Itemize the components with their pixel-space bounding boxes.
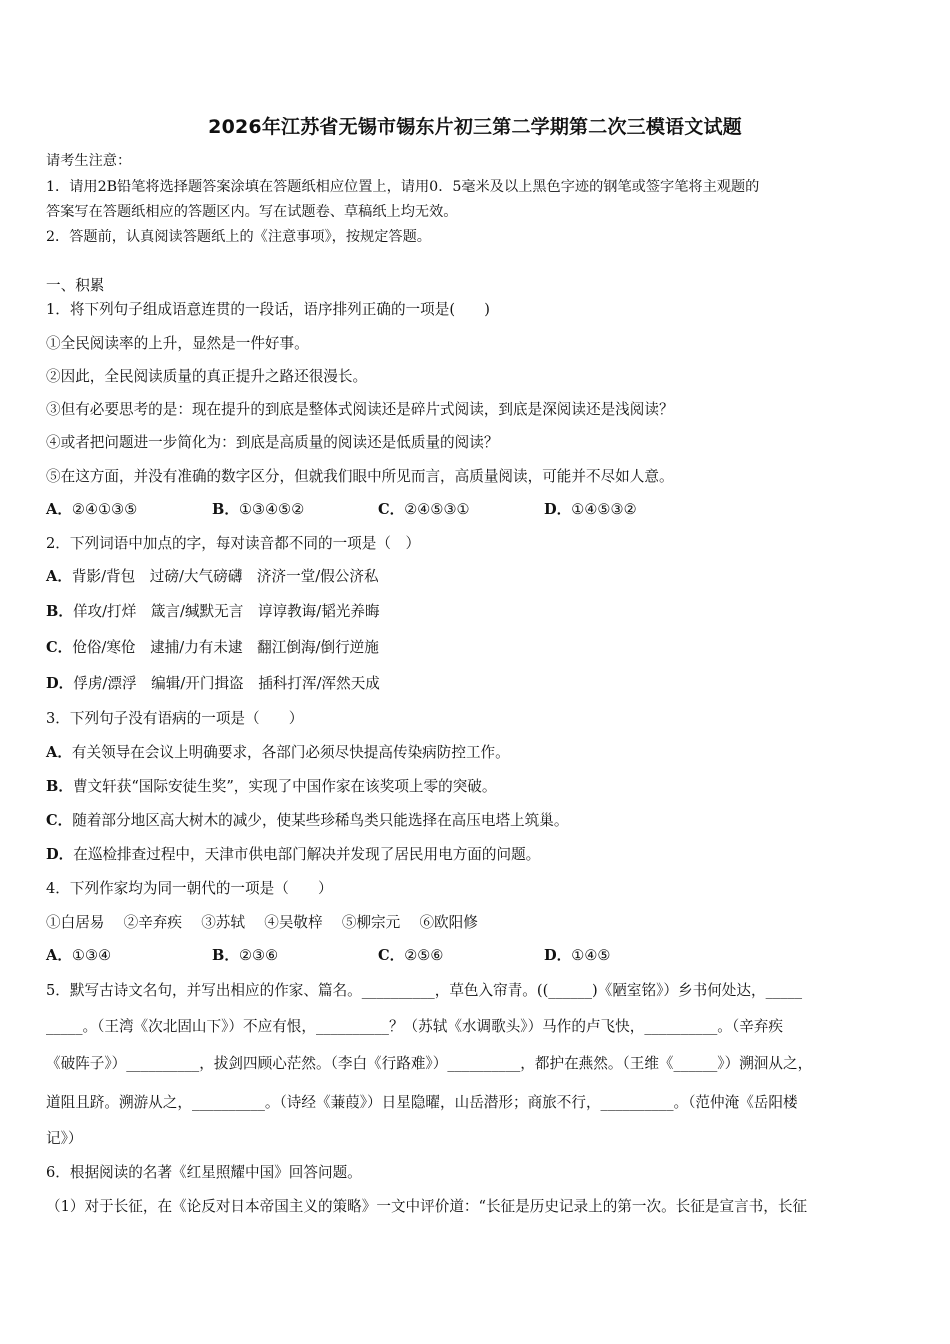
page-title: 2026年江苏省无锡市锡东片初三第二学期第二次三模语文试题 <box>208 116 742 138</box>
q6-stem: 6．根据阅读的名著《红星照耀中国》回答问题。 <box>46 1164 362 1181</box>
notice-item-1-line-1: 1．请用2B铅笔将选择题答案涂填在答题纸相应位置上，请用0．5毫米及以上黑色字迹的钢笔或签字笔将主观题的 <box>46 179 760 195</box>
q2-option-c[interactable] <box>46 637 908 659</box>
q4-option-b[interactable] <box>212 945 378 967</box>
q4-option-c[interactable] <box>378 945 544 967</box>
q3-option-d-text: 在巡检排查过程中，天津市供电部门解决并发现了居民用电方面的问题。 <box>73 846 541 863</box>
q1-option-c-key: C． <box>378 501 405 518</box>
q1-option-a-text: ②④①③⑤ <box>71 501 138 518</box>
q1-option-d-key: D． <box>544 501 572 518</box>
q2-option-d-key: D． <box>46 675 74 692</box>
q1-sentence-1: ①全民阅读率的上升，显然是一件好事。 <box>46 335 309 352</box>
notice-item-2: 2．答题前，认真阅读答题纸上的《注意事项》，按规定答题。 <box>46 229 431 245</box>
q4-option-d-text: ①④⑤ <box>571 947 611 964</box>
q5-line-5: 记》） <box>46 1130 83 1147</box>
q1-option-c-text: ②④⑤③① <box>404 501 470 518</box>
q1-option-d[interactable] <box>544 499 637 521</box>
q3-option-a[interactable] <box>46 742 908 764</box>
q1-sentence-3: ③但有必要思考的是：现在提升的到底是整体式阅读还是碎片式阅读，到底是深阅读还是浅阅读？ <box>46 401 674 418</box>
notice-item-1-line-2: 答案写在答题纸相应的答题区内。写在试题卷、草稿纸上均无效。 <box>46 204 458 220</box>
q4-option-a-text: ①③④ <box>71 947 112 964</box>
q4-options <box>46 945 908 967</box>
q2-option-c-key: C． <box>46 639 73 656</box>
q3-option-b[interactable] <box>46 776 908 798</box>
q2-option-b[interactable] <box>46 601 908 623</box>
q3-option-b-key: B． <box>46 778 73 795</box>
notice-heading: 请考生注意： <box>46 153 132 169</box>
q4-option-c-key: C． <box>378 947 405 964</box>
q1-sentence-5: ⑤在这方面，并没有准确的数字区分，但就我们眼中所见而言，高质量阅读，可能并不尽如人意。 <box>46 468 674 485</box>
q3-option-c-text: 随着部分地区高大树木的减少，使某些珍稀鸟类只能选择在高压电塔上筑巢。 <box>72 812 569 829</box>
q2-option-d-text: 俘虏/漂浮 编辑/开门揖盗 插科打浑/浑然天成 <box>73 675 380 692</box>
q1-option-c[interactable] <box>378 499 544 521</box>
q4-option-c-text: ②⑤⑥ <box>404 947 444 964</box>
q1-option-a-key: A． <box>46 501 72 518</box>
q1-option-b-key: B． <box>212 501 239 518</box>
q4-stem: 4．下列作家均为同一朝代的一项是（ ） <box>46 880 333 897</box>
q4-option-d[interactable] <box>544 945 611 967</box>
q3-option-d[interactable] <box>46 844 908 866</box>
q4-option-d-key: D． <box>544 947 572 964</box>
q1-sentence-2: ②因此，全民阅读质量的真正提升之路还很漫长。 <box>46 368 368 385</box>
q1-option-a[interactable] <box>46 499 212 521</box>
q4-option-a[interactable] <box>46 945 212 967</box>
q1-sentence-4: ④或者把问题进一步简化为：到底是高质量的阅读还是低质量的阅读？ <box>46 434 499 451</box>
q1-option-b-text: ①③④⑤② <box>238 501 305 518</box>
q3-option-d-key: D． <box>46 846 74 863</box>
q2-option-a-key: A． <box>46 568 72 585</box>
q5-line-2: _____。（王湾《次北固山下》）不应有恨，__________？（苏轼《水调歌头》）马作的卢飞快，__________。（辛弃疾 <box>46 1018 783 1035</box>
q2-option-d[interactable] <box>46 673 908 695</box>
q3-stem: 3．下列句子没有语病的一项是（ ） <box>46 710 304 727</box>
q1-option-d-text: ①④⑤③② <box>571 501 637 518</box>
q1-stem: 1．将下列句子组成语意连贯的一段话，语序排列正确的一项是( ) <box>46 301 490 318</box>
q2-option-a[interactable] <box>46 566 908 588</box>
q4-author-list: ①白居易 ②辛弃疾 ③苏轼 ④吴敬梓 ⑤柳宗元 ⑥欧阳修 <box>46 914 478 931</box>
q1-option-b[interactable] <box>212 499 378 521</box>
q2-option-b-text: 佯攻/打烊 箴言/缄默无言 谆谆教诲/韬光养晦 <box>72 603 380 620</box>
q3-option-a-text: 有关领导在会议上明确要求，各部门必须尽快提高传染病防控工作。 <box>71 744 510 761</box>
q5-line-4: 道阻且跻。溯游从之，__________。（诗经《蒹葭》）日星隐曜，山岳潜形；商旅不行，__________。（范仲淹《岳阳楼 <box>46 1094 798 1111</box>
q2-option-b-key: B． <box>46 603 73 620</box>
q4-option-a-key: A． <box>46 947 72 964</box>
q2-option-a-text: 背影/背包 过磅/大气磅礴 济济一堂/假公济私 <box>71 568 379 585</box>
q3-option-c-key: C． <box>46 812 73 829</box>
q1-options <box>46 499 908 521</box>
q2-option-c-text: 伧俗/寒伧 逮捕/力有未逮 翻江倒海/倒行逆施 <box>72 639 379 656</box>
q4-option-b-key: B． <box>212 947 239 964</box>
q3-option-b-text: 曹文轩获“国际安徒生奖”，实现了中国作家在该奖项上零的突破。 <box>72 778 497 795</box>
q5-line-3: 《破阵子》）__________，拔剑四顾心茫然。（李白《行路难》）__________，都护在燕然。（王维《______》）溯洄从之， <box>46 1055 813 1072</box>
q3-option-c[interactable] <box>46 810 908 832</box>
q2-stem: 2．下列词语中加点的字，每对读音都不同的一项是（ ） <box>46 535 421 552</box>
section-heading: 一、积累 <box>46 277 105 294</box>
q4-option-b-text: ②③⑥ <box>238 947 279 964</box>
q3-option-a-key: A． <box>46 744 72 761</box>
q6-part-1: （1）对于长征，在《论反对日本帝国主义的策略》一文中评价道：“长征是历史记录上的第一次。长征是宣言书，长征 <box>46 1198 808 1215</box>
q5-line-1: 5．默写古诗文名句，并写出相应的作家、篇名。__________，草色入帘青。((______)《陋室铭》）乡书何处达，_____ <box>46 982 803 999</box>
